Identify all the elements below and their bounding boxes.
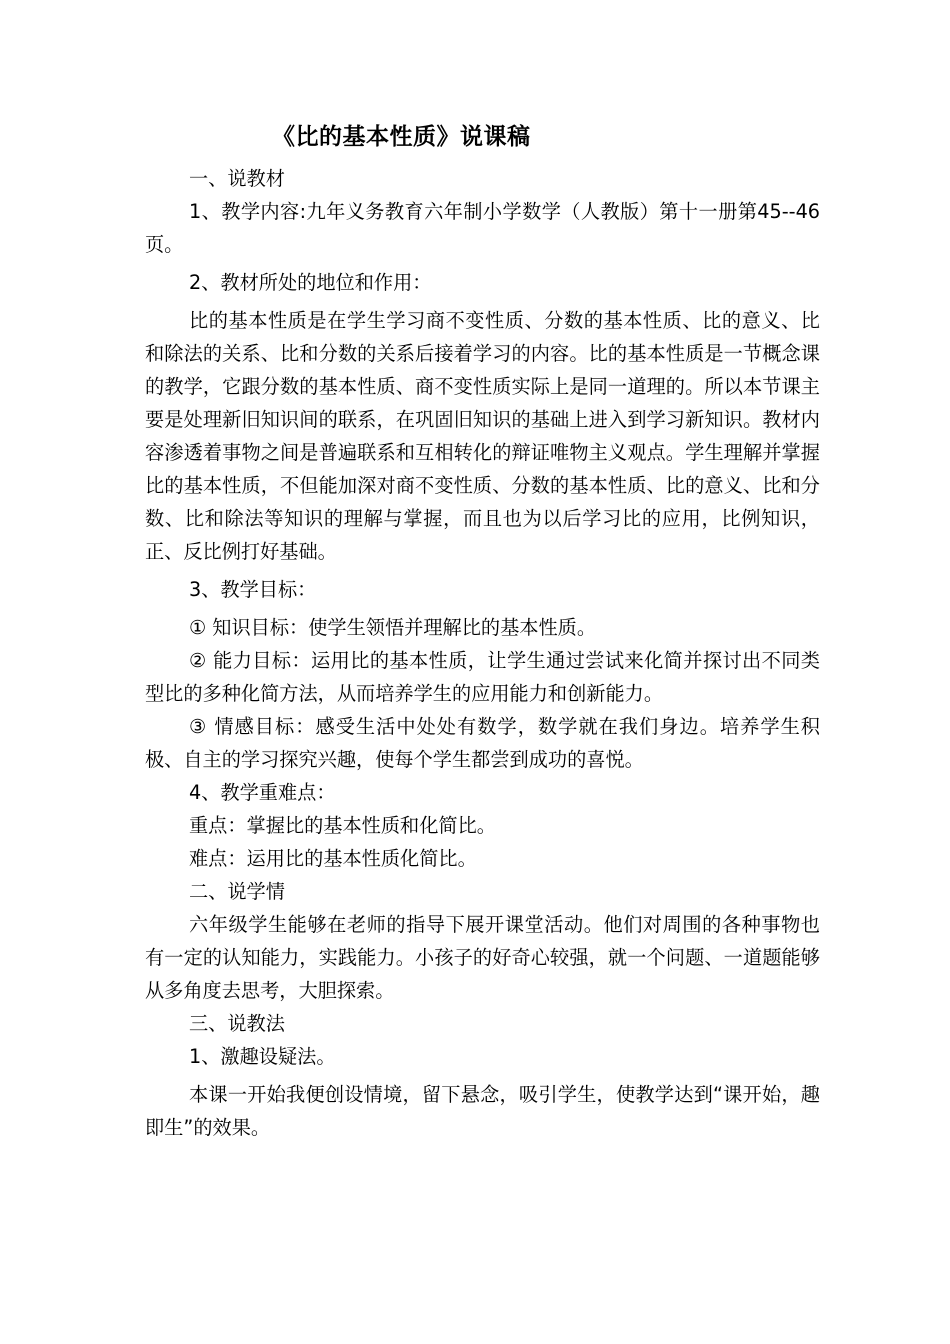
paragraph-key-difficult-heading: 4、教学重难点： — [189, 781, 336, 804]
paragraph-teaching-goals-heading: 3、教学目标： — [189, 578, 317, 601]
paragraph-teaching-content: 1、教学内容:九年义务教育六年制小学数学（人教版）第十一册第45--46页。 — [145, 200, 820, 256]
paragraph-material-position-heading: 2、教材所处的地位和作用： — [189, 271, 432, 294]
paragraph-knowledge-goal: ① 知识目标：使学生领悟并理解比的基本性质。 — [189, 616, 597, 639]
section-heading-teaching-material: 一、说教材 — [189, 167, 285, 190]
paragraph-method-1: 1、激趣设疑法。 — [189, 1045, 336, 1068]
paragraph-emotion-goal: ③ 情感目标：感受生活中处处有数学，数学就在我们身边。培养学生积极、自主的学习探究兴趣，使每个学生都尝到成功的喜悦。 — [145, 715, 820, 771]
paragraph-students: 六年级学生能够在老师的指导下展开课堂活动。他们对周围的各种事物也有一定的认知能力，实践能力。小孩子的好奇心较强，就一个问题、一道题能够从多角度去思考，大胆探索。 — [145, 913, 820, 1002]
document-body — [145, 162, 820, 1144]
paragraph-material-position: 比的基本性质是在学生学习商不变性质、分数的基本性质、比的意义、比和除法的关系、比和分数的关系后接着学习的内容。比的基本性质是一节概念课的教学，它跟分数的基本性质、商不变性质实际上是同一道理的。所以本节课主要是处理新旧知识间的联系，在巩固旧知识的基础上进入到学习新知识。教材内容渗透着事物之间是普遍联系和互相转化的辩证唯物主义观点。学生理解并掌握比的基本性质，不但能加深对商不变性质、分数的基本性质、比的意义、比和分数、比和除法等知识的理解与掌握，而且也为以后学习比的应用，比例知识，正、反比例打好基础。 — [145, 309, 820, 563]
paragraph-ability-goal: ② 能力目标：运用比的基本性质，让学生通过尝试来化简并探讨出不同类型比的多种化简方法，从而培养学生的应用能力和创新能力。 — [145, 649, 820, 705]
document-title: 《比的基本性质》说课稿 — [272, 124, 531, 150]
paragraph-difficult-point: 难点：运用比的基本性质化简比。 — [189, 847, 477, 870]
paragraph-method-1-detail: 本课一开始我便创设情境，留下悬念，吸引学生，使教学达到“课开始，趣即生”的效果。 — [145, 1083, 820, 1139]
section-heading-teaching-method: 三、说教法 — [189, 1012, 285, 1035]
section-heading-students: 二、说学情 — [189, 880, 285, 903]
paragraph-key-point: 重点：掌握比的基本性质和化简比。 — [189, 814, 496, 837]
